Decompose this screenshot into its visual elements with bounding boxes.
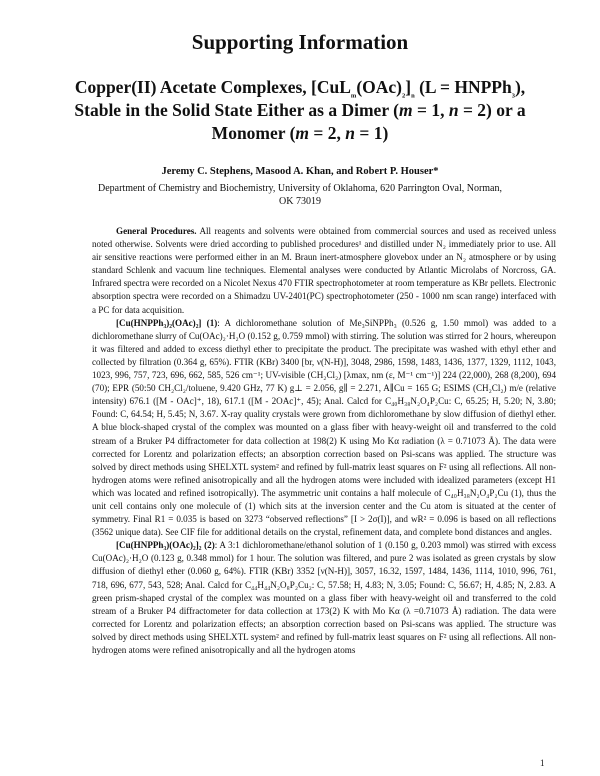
paragraph-heading: General Procedures. — [116, 226, 197, 236]
paragraph-compound-2 — [92, 539, 556, 657]
paragraph-text: : A 3:1 dichloromethane/ethanol solution of 1 (0.150 g, 0.203 mmol) was stirred with excess Cu(OAc)₂·H₂O (0.123 g, 0.348 mmol) for 1 hour. The solution was filtered, and pure 2 was isolated as green crystals by slow diffusion of diethyl ether (0.060 g, 64%). FTIR (KBr) 3352 [ν(N-H)], 3057, 16.32, 1597, 1484, 1436, 1114, 1010, 996, 761, 718, 696, 677, 543, 528; Anal. Calcd for C₄₄H₄₄N₂O₈P₂Cu₂: C, 57.58; H, 4.83; N, 3.05; Found: C, 56.67; H, 4.85; N, 2.83. A green prism-shaped crystal of the complex was mounted on a glass fiber with heavy-weight oil and transferred to the cold stream of a Bruker P4 diffractometer for data collection at 173(2) K with Mo Kα (λ =0.71073 Å) radiation. The data were corrected for Lorentz and polarization effects; an absorption correction based on Psi-scans was applied. The structure was solved by direct methods using SHELXTL system² and refined by full-matrix least squares on F² using all reflections. All non-hydrogen atoms were refined anisotropically and all the hydrogen atoms — [92, 540, 556, 655]
author-list: Jeremy C. Stephens, Masood A. Khan, and Robert P. Houser* — [161, 166, 439, 177]
body-text — [92, 225, 556, 657]
affiliation: Department of Chemistry and Biochemistry, University of Oklahoma, 620 Parrington Oval, Norman, OK 73019 — [98, 183, 502, 207]
page-number: 1 — [540, 758, 545, 768]
paper-title: Copper(II) Acetate Complexes, $[CuL_m(OAc)_2]_n$ (L = HNPPh$_3$), Stable in the Solid State Either as a Dimer (m = 1, n = 2) or a Monomer (m = 2, n = 1) — [74, 77, 526, 143]
paragraph-general-procedures — [92, 225, 556, 317]
paragraph-compound-1 — [92, 317, 556, 540]
paragraph-text: All reagents and solvents were obtained from commercial sources and used as received unless noted otherwise. Solvents were dried according to published procedures¹ and distilled under N₂ immediately prior to use. All air sensitive reactions were performed either in an M. Braun inert-atmosphere glovebox under an N₂ atmosphere or by using standard Schlenk and vacuum line techniques. Elemental analyses were conducted by Atlantic Microlabs of Norcross, GA. Infrared spectra were recorded on a Nicolet Nexus 470 FTIR spectrophotometer at room temperature as KBr pellets. Electronic absorption spectra were recorded on a Shimadzu UV-2401(PC) spectrophotometer (250 - 1000 nm scan range) interfaced with a PC for data acquisition. — [92, 226, 556, 315]
supporting-info-title: Supporting Information — [191, 30, 409, 54]
compound-heading: [Cu(HNPPh₃)(OAc)₂]₂ (2) — [116, 540, 215, 551]
paragraph-text: : A dichloromethane solution of Me₃SiNPPh₃ (0.526 g, 1.50 mmol) was added to a dichloromethane slurry of Cu(OAc)₂·H₂O (0.152 g, 0.759 mmol) with stirring. The solution was stirred for 2 hours, whereupon it was filtered and added to excess diethyl ether to precipitate the product. The precipitate was washed with ethyl ether and collected by filtration (0.364 g, 65%). FTIR (KBr) 3400 [br, ν(N-H)], 3048, 2986, 1598, 1483, 1436, 1377, 1329, 1112, 1043, 1023, 996, 757, 723, 696, 662, 585, 526 cm⁻¹; UV-visible (CH₂Cl₂) [λmax, nm (ε, M⁻¹ cm⁻¹)] 224 (22,000), 268 (8,200), 694 (70); EPR (50:50 CH₂Cl₂/toluene, 9.420 GHz, 77 K) g⊥ = 2.056, g∥ = 2.271, A∥Cu = 165 G; ESIMS (CH₂Cl₂) m/e (relative intensity) 676.1 ([M - OAc]⁺, 18), 617.1 ([M - 2OAc]⁺, 45); Anal. Calcd for C₄₀H₃₈N₂O₄P₂Cu: C, 65.25; H, 5.20; N, 3.80; Found: C, 64.54; H, 5.45; N, 3.67. X-ray quality crystals were grown from dichloromethane by slow diffusion of diethyl ether. A blue block-shaped crystal of the complex was mounted on a glass fiber with heavy-weight oil and transferred to the cold stream of a Bruker P4 diffractometer for data collection at 198(2) K using Mo Kα radiation (λ = 0.71073 Å). The data were corrected for Lorentz and polarization effects; an absorption correction based on Psi-scans was applied. The structure was solved by direct methods using SHELXTL system² and refined by full-matrix least squares on F² using all reflections. All non-hydrogen atoms were refined anisotropically and all the hydrogen atoms were included with idealized parameters (except H1 which was located and refined isotropically). The asymmetric unit contains a half molecule of C₄₀H₃₈N₂O₄P₂Cu (1), thus the unit cell contains only one molecule of (1) which sits at the inversion center and the Cu atom is situated at the center of symmetry. Final R1 = 0.035 is based on 3273 “observed reflections” [I > 2σ(I)], and wR² = 0.096 is based on all reflections (3562 unique data). See CIF file for additional details on the crystal, refinement data, and complete bond distances and angles. — [92, 317, 556, 538]
compound-heading: [Cu(HNPPh₃)₂(OAc)₂] (1) — [116, 317, 218, 328]
